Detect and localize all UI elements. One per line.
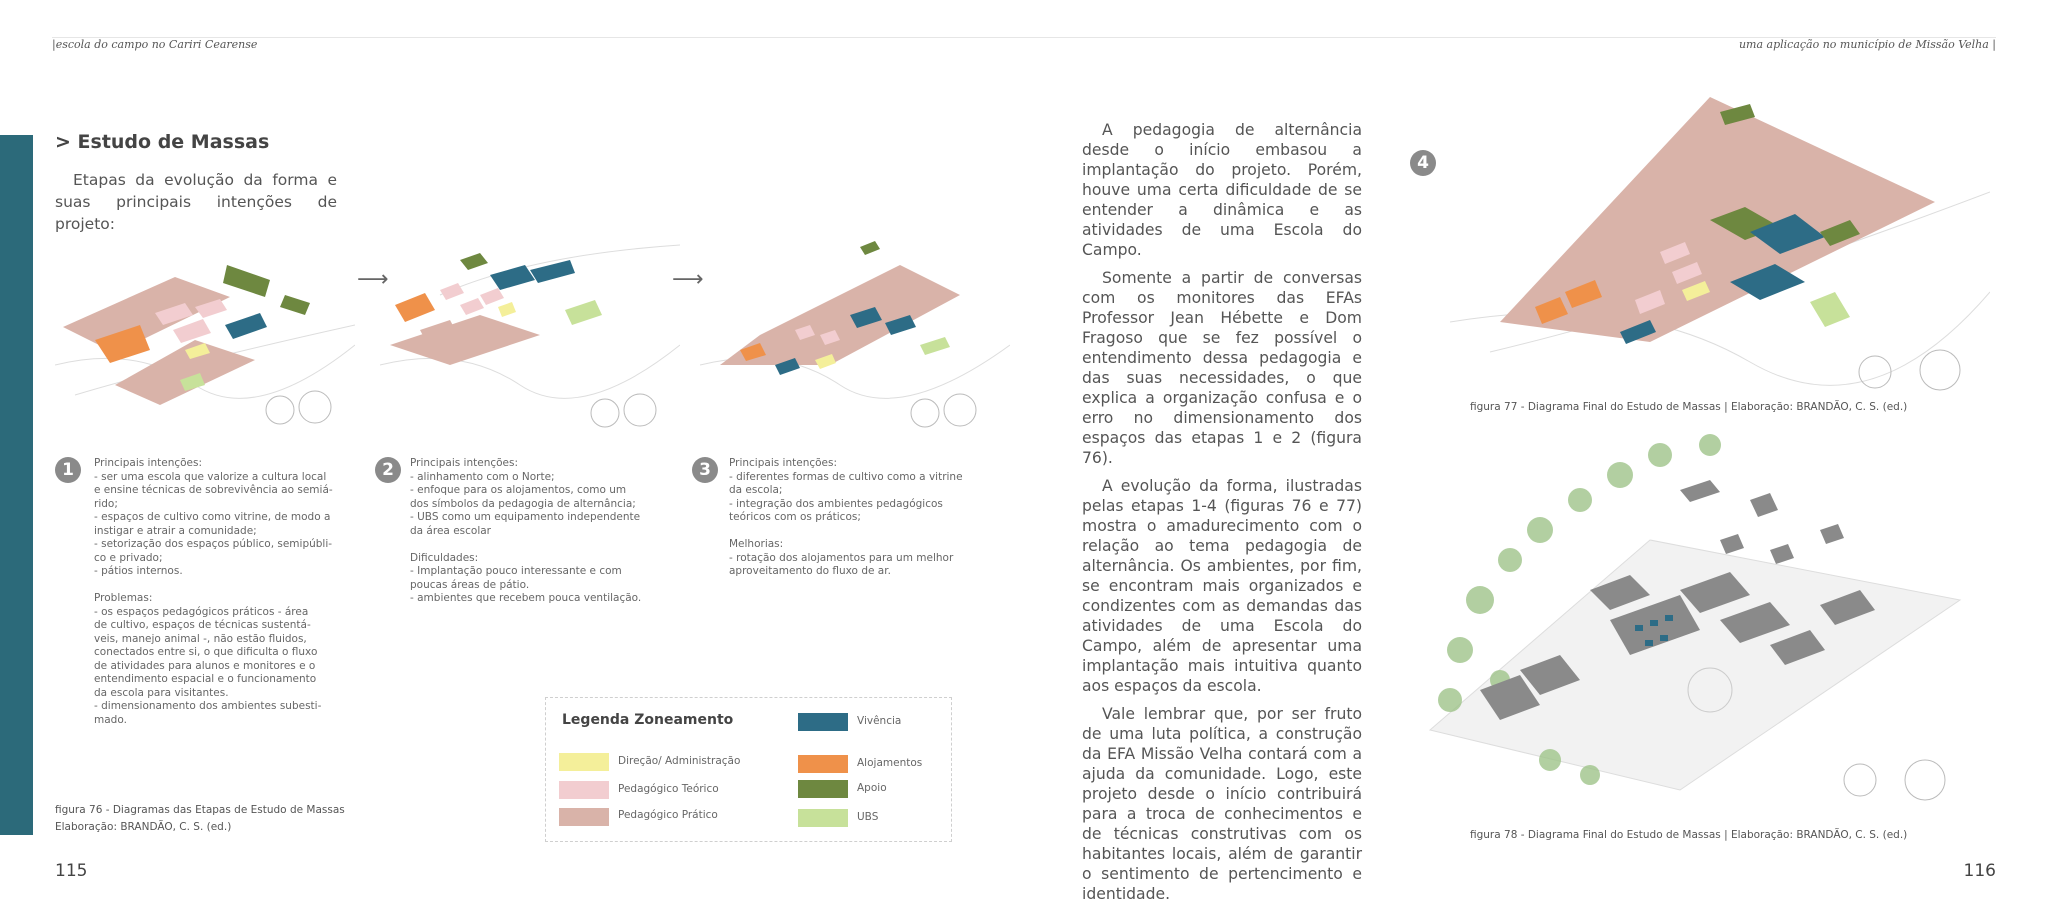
body-paragraph: Somente a partir de conversas com os monitores das EFAs Professor Jean Hébette e Dom Fragoso que se fez possível o entendimento dessa pedagogia e das suas necessidades, o que explica a organização confusa e o erro no dimensionamento dos espaços das etapas 1 e 2 (figura 76).	[1082, 269, 1362, 467]
final-massing-diagram	[1450, 92, 1990, 397]
body-paragraph: Vale lembrar que, por ser fruto de uma luta política, a construção da EFA Missão Velha contará com a ajuda da comunidade. Logo, este projeto desde o início contribuirá para a troca de conhecimentos e de técnicas construtivas com os habitantes locais, além de garantir o sentimento de pertencimento e identidade.	[1082, 705, 1362, 903]
legend-label-ubs: UBS	[857, 811, 879, 823]
figure-77-caption: figura 77 - Diagrama Final do Estudo de Massas | Elaboração: BRANDÃO, C. S. (ed.)	[1470, 401, 1908, 413]
legend-label-pratico: Pedagógico Prático	[618, 809, 718, 821]
site-plan-render	[1420, 430, 1980, 810]
step-3-text: Principais intenções: - diferentes formas de cultivo como a vitrine da escola; - integração dos ambientes pedagógicos teóricos com os práticos; Melhorias: - rotação dos alojamentos para um melhor aproveitamento do fluxo de ar.	[729, 457, 963, 577]
arrow-2-to-3: ⟶	[672, 267, 704, 292]
page-number-right: 116	[1963, 861, 1996, 881]
figure-78-caption: figura 78 - Diagrama Final do Estudo de Massas | Elaboração: BRANDÃO, C. S. (ed.)	[1470, 829, 1908, 841]
step-2-badge: 2	[375, 457, 401, 483]
body-paragraph: A pedagogia de alternância desde o início embasou a implantação do projeto. Porém, houve uma certa dificuldade de se entender a dinâmica e as atividades de uma Escola do Campo.	[1082, 121, 1362, 259]
stage-3-diagram	[700, 235, 1010, 435]
section-intro: Etapas da evolução da forma e suas principais intenções de projeto:	[55, 171, 337, 233]
legend-swatch-vivencia	[798, 713, 848, 731]
arrow-1-to-2: ⟶	[357, 267, 389, 292]
legend-swatch-apoio	[798, 780, 848, 798]
step-2-text: Principais intenções: - alinhamento com o Norte; - enfoque para os alojamentos, como um dos símbolos da pedagogia de alternância; - UBS como um equipamento independente da área escolar Dificuldades: - Implantação pouco interessante e com poucas áreas de pátio. - ambientes que recebem pouca ventilação.	[410, 457, 642, 604]
stage-1-diagram	[55, 235, 355, 435]
step-3-badge: 3	[692, 457, 718, 483]
figure-76-credit: Elaboração: BRANDÃO, C. S. (ed.)	[55, 821, 232, 833]
step-4-badge: 4	[1410, 150, 1436, 176]
legend-label-teorico: Pedagógico Teórico	[618, 783, 719, 795]
step-1-text: Principais intenções: - ser uma escola que valorize a cultura local e ensine técnicas de sobrevivência ao semiá- rido; - espaços de cultivo como vitrine, de modo a instigar e atrair a comunidade; - setorização dos espaços público, semipúbli- co e privado; - pátios internos. Problemas: - os espaços pedagógicos práticos - área de cultivo, espaços de técnicas sustentá- veis, manejo animal -, não estão fluidos, conectados entre si, o que dificulta o fluxo de atividades para alunos e monitores e o entendimento espacial e o funcionamento da escola para visitantes. - dimensionamento dos ambientes subesti- mado.	[94, 457, 333, 726]
body-paragraph: A evolução da forma, ilustradas pelas etapas 1-4 (figuras 76 e 77) mostra o amadurecimento com o relação ao tema pedagogia de alternância. Os ambientes, por fim, se encontram mais organizados e condizentes com as demandas das atividades de uma Escola do Campo, além de apresentar uma implantação mais intuitiva quanto aos espaços da escola.	[1082, 477, 1362, 695]
header-rule	[52, 37, 1996, 38]
header-left-text: escola do campo no Cariri Cearense	[55, 38, 258, 51]
zoning-legend	[545, 697, 952, 842]
teal-side-bar	[0, 135, 33, 835]
legend-label-alojamentos: Alojamentos	[857, 757, 923, 769]
legend-swatch-pratico	[559, 808, 609, 826]
legend-label-apoio: Apoio	[857, 782, 887, 794]
header-right-text: uma aplicação no município de Missão Velha	[1738, 38, 1989, 51]
legend-swatch-teorico	[559, 781, 609, 799]
legend-title: Legenda Zoneamento	[562, 712, 734, 728]
body-text-column	[1082, 120, 1362, 912]
step-1-badge: 1	[55, 457, 81, 483]
legend-label-vivencia: Vivência	[857, 715, 902, 727]
section-title: > Estudo de Massas	[55, 131, 270, 153]
legend-label-direcao: Direção/ Administração	[618, 755, 741, 767]
figure-76-caption: figura 76 - Diagramas das Etapas de Estudo de Massas	[55, 804, 345, 816]
header-left: |escola do campo no Cariri Cearense	[52, 38, 258, 51]
legend-swatch-direcao	[559, 753, 609, 771]
stage-2-diagram	[380, 235, 680, 435]
legend-swatch-ubs	[798, 809, 848, 827]
page-number-left: 115	[55, 861, 88, 881]
header-right: uma aplicação no município de Missão Velha |	[1738, 38, 1996, 51]
legend-swatch-alojamentos	[798, 755, 848, 773]
